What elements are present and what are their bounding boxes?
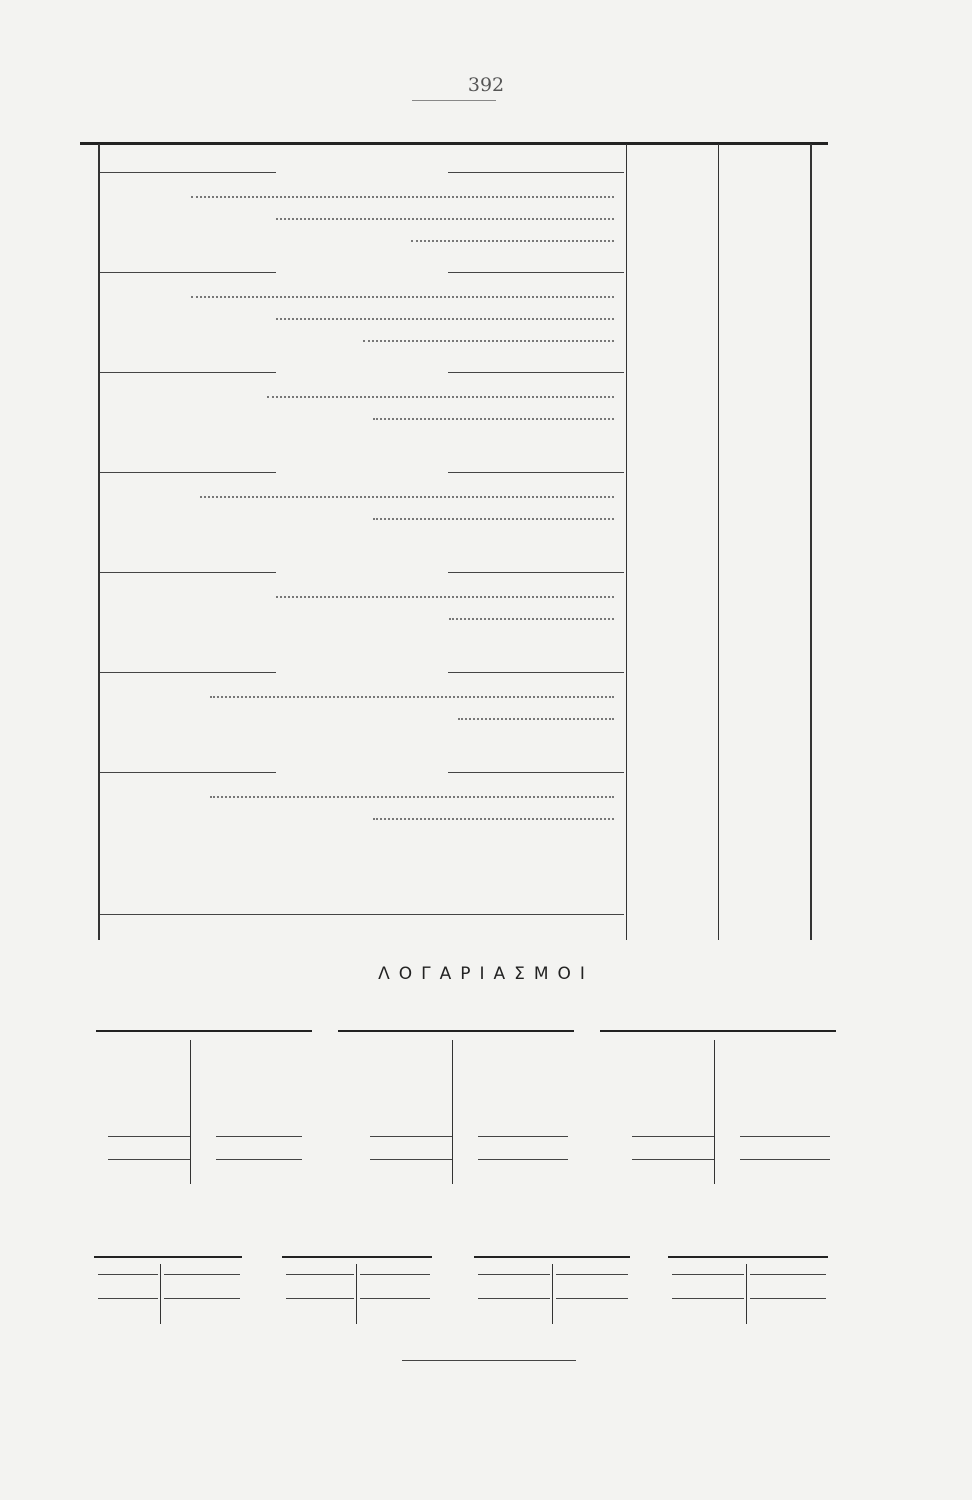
account-rule-debit — [478, 1274, 550, 1275]
journal-amount-rule-2 — [718, 144, 719, 940]
journal-leader-dots — [200, 496, 614, 498]
account-underline-debit — [286, 1298, 354, 1299]
account-total-rule-credit — [216, 1136, 302, 1137]
account-center-rule — [452, 1040, 453, 1184]
account-total-underline-credit — [740, 1159, 830, 1160]
account-total-underline-credit — [478, 1159, 568, 1160]
account-center-rule — [746, 1264, 747, 1324]
journal-leader-dots — [276, 218, 614, 220]
journal-amount-rule-1 — [626, 144, 627, 940]
account-header-rule — [600, 1030, 836, 1032]
journal-separator-left — [100, 772, 276, 773]
account-rule-debit — [672, 1274, 744, 1275]
journal-separator-right — [448, 272, 624, 273]
journal-left-rule — [98, 144, 100, 940]
journal-leader-dots — [363, 340, 614, 342]
logariasmoi-title: ΛΟΓΑΡΙΑΣΜΟΙ — [378, 964, 594, 984]
journal-leader-dots — [210, 696, 615, 698]
journal-leader-dots — [276, 318, 614, 320]
journal-bottom-rule — [100, 914, 624, 915]
top-rule — [80, 142, 828, 145]
account-underline-debit — [98, 1298, 158, 1299]
journal-separator-left — [100, 472, 276, 473]
journal-leader-dots — [191, 196, 615, 198]
account-center-rule — [356, 1264, 357, 1324]
account-underline-debit — [478, 1298, 550, 1299]
account-total-rule-debit — [108, 1136, 190, 1137]
journal-leader-dots — [449, 618, 615, 620]
account-underline-debit — [672, 1298, 744, 1299]
journal-leader-dots — [191, 296, 615, 298]
page-number-rule — [412, 100, 496, 101]
journal-leader-dots — [267, 396, 615, 398]
account-center-rule — [552, 1264, 553, 1324]
account-total-rule-credit — [740, 1136, 830, 1137]
account-header-rule — [282, 1256, 432, 1258]
account-center-rule — [714, 1040, 715, 1184]
journal-leader-dots — [373, 518, 615, 520]
journal-separator-left — [100, 272, 276, 273]
page-number: 392 — [467, 74, 505, 96]
journal-separator-right — [448, 472, 624, 473]
account-header-rule — [668, 1256, 828, 1258]
account-total-rule-credit — [478, 1136, 568, 1137]
account-rule-credit — [750, 1274, 826, 1275]
journal-separator-right — [448, 372, 624, 373]
account-header-rule — [94, 1256, 242, 1258]
journal-leader-dots — [411, 240, 615, 242]
account-center-rule — [160, 1264, 161, 1324]
account-total-underline-credit — [216, 1159, 302, 1160]
journal-separator-right — [448, 572, 624, 573]
account-rule-credit — [360, 1274, 430, 1275]
account-header-rule — [474, 1256, 630, 1258]
journal-leader-dots — [373, 818, 615, 820]
account-rule-credit — [556, 1274, 628, 1275]
account-total-rule-debit — [370, 1136, 452, 1137]
page-bottom-rule — [402, 1360, 576, 1361]
account-total-underline-debit — [370, 1159, 452, 1160]
account-underline-credit — [360, 1298, 430, 1299]
journal-separator-left — [100, 572, 276, 573]
account-total-rule-debit — [632, 1136, 714, 1137]
journal-leader-dots — [276, 596, 614, 598]
account-total-underline-debit — [108, 1159, 190, 1160]
journal-separator-right — [448, 772, 624, 773]
journal-separator-right — [448, 672, 624, 673]
account-rule-debit — [98, 1274, 158, 1275]
account-header-rule — [96, 1030, 312, 1032]
account-header-rule — [338, 1030, 574, 1032]
journal-right-rule — [810, 144, 812, 940]
journal-separator-left — [100, 172, 276, 173]
account-total-underline-debit — [632, 1159, 714, 1160]
account-underline-credit — [556, 1298, 628, 1299]
account-underline-credit — [164, 1298, 240, 1299]
journal-leader-dots — [373, 418, 615, 420]
journal-separator-right — [448, 172, 624, 173]
journal-leader-dots — [210, 796, 615, 798]
account-rule-credit — [164, 1274, 240, 1275]
account-underline-credit — [750, 1298, 826, 1299]
account-center-rule — [190, 1040, 191, 1184]
journal-separator-left — [100, 672, 276, 673]
journal-separator-left — [100, 372, 276, 373]
account-rule-debit — [286, 1274, 354, 1275]
journal-leader-dots — [458, 718, 614, 720]
